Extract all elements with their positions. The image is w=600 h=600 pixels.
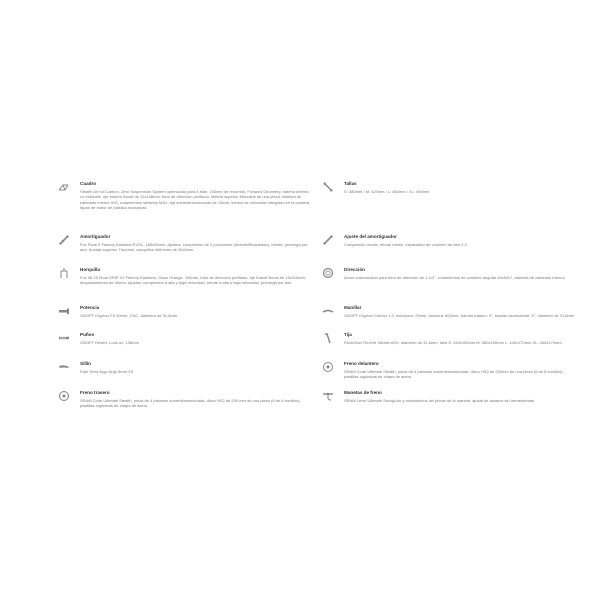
spec-title: Manillar [344, 305, 362, 310]
spec-headset [322, 267, 576, 280]
spec-desc: Stealth Air full Carbon, Zero Suspension System optimizado para e-bike, 150mm de recorrido, Forward Geometry, batería interna no extraíble, eje trasero Boost de 12x148mm, tubo de dirección perfilado, bieleta superior Monolink de una pieza, sistema de cableado interno IHG, rodamientos sellados MAX, eje sobredimensionado de 15mm, sensor de velocidad integrado en la puntera, tapas de motor de plástico exclusivas [80, 188, 311, 211]
spec-desc: S: 380mm / M: 420mm / L: 460mm / XL: 490mm [344, 188, 430, 194]
spec-stem [58, 305, 312, 318]
spec-fork [58, 267, 312, 286]
spec-desc: SRAM Code Ultimate Stealth, pinza de 4 pistones sobredimensionada, disco HS2 de 200mm de una pieza (6 de 6 tornillos), pastillas orgánicas de chapa de acero. [344, 368, 564, 380]
rear-brake-icon [58, 390, 70, 402]
saddle-icon [58, 361, 70, 373]
spec-desc: ONOFF Desert, Lock-on, 138mm [80, 339, 139, 345]
fork-icon [58, 267, 70, 279]
spec-desc: ONOFF Krypton FS 40mm, CNC, diámetro de 31,8mm [80, 312, 178, 318]
spec-title: Potencia [80, 305, 100, 310]
spec-title: Horquilla [80, 267, 100, 272]
seatpost-icon [322, 332, 334, 344]
spec-desc: RockShox Reverb Stealth AXS, diámetro de 31,6mm, talla S: 340x150mm M: 380x150mm L: 440x170mm XL: 440x170mm [344, 339, 562, 345]
spec-shock-setting [322, 234, 576, 247]
spec-title: Dirección [344, 267, 365, 272]
spec-grips [58, 332, 312, 345]
spec-title: Freno trasero [80, 390, 110, 395]
spec-title: Amortiguador [80, 234, 111, 239]
spec-shock [58, 234, 312, 253]
spec-title: Cuadro [80, 181, 97, 186]
spec-front-brake [322, 361, 576, 380]
spec-sizes [322, 181, 576, 194]
spec-desc: Fox Float X Factory Kashima EVOL, 185x55mm. Ajustes: compresión de 2 posiciones (Abierto/Bloqueado), rebote, precarga por aire. Anclaje superior Trunnion, casquillos inferiores de 30x8mm [80, 241, 308, 253]
spec-desc: ONOFF Krypton Carbon 1.0, elevación: 20mm, anchura: 800mm, barrido trasero: 9°, barrido ascendente: 5°, diámetro de 31,8mm [344, 312, 575, 318]
spec-brake-levers [322, 390, 576, 403]
size-icon [322, 181, 334, 193]
spec-seatpost [322, 332, 576, 345]
spec-title: Puños [80, 332, 95, 337]
spec-desc: Acros customizado para tubo de dirección de 1-1/2", rodamientos de contacto angular 45x52x7, sistema de cableado interno [344, 274, 565, 280]
spec-desc: SRAM Code Ultimate Stealth, pinza de 4 pistones sobredimensionada, disco HS2 de 200 mm de una pieza (6 de 6 tornillos), pastillas orgánicas de chapa de acero. [80, 397, 301, 409]
spec-desc: Fizik Terra Argo Argo 5mm X5 [80, 368, 134, 374]
spec-title: Sillín [80, 361, 91, 366]
frame-icon [58, 181, 70, 193]
spec-desc: Compresión media, rebote medio, espaciador de volumen de aire 0,4 [344, 241, 467, 247]
spec-title: Manetas de freno [344, 390, 382, 395]
shock-icon [58, 234, 70, 246]
spec-desc: Fox 36 29 Float GRIP X2 Factory Kashima, Gloss Orange, 160mm, tubo de dirección perfilado, eje Kabolt Boost de 15x110mm, desplazamiento de 44mm. Ajustes: compresión a alta y baja velocidad, rebote a alta y baja velocidad, precarga por aire [80, 274, 306, 286]
front-brake-icon [322, 361, 334, 373]
spec-title: Tallas [344, 181, 357, 186]
spec-handlebar [322, 305, 576, 318]
spec-title: Freno delantero [344, 361, 379, 366]
spec-frame [58, 181, 312, 211]
shock-setting-icon [322, 234, 334, 246]
stem-icon [58, 305, 70, 317]
spec-title: Tija [344, 332, 352, 337]
brake-lever-icon [322, 390, 334, 402]
handlebar-icon [322, 305, 334, 317]
spec-saddle [58, 361, 312, 374]
grip-icon [58, 332, 70, 344]
spec-rear-brake [58, 390, 312, 409]
spec-title: Ajuste del amortiguador [344, 234, 397, 239]
headset-icon [322, 267, 334, 279]
spec-desc: SRAM Level Ultimate SwingLink y rodamientos del pivote de la maneta, ajuste de alcance sin herramientas [344, 397, 535, 403]
